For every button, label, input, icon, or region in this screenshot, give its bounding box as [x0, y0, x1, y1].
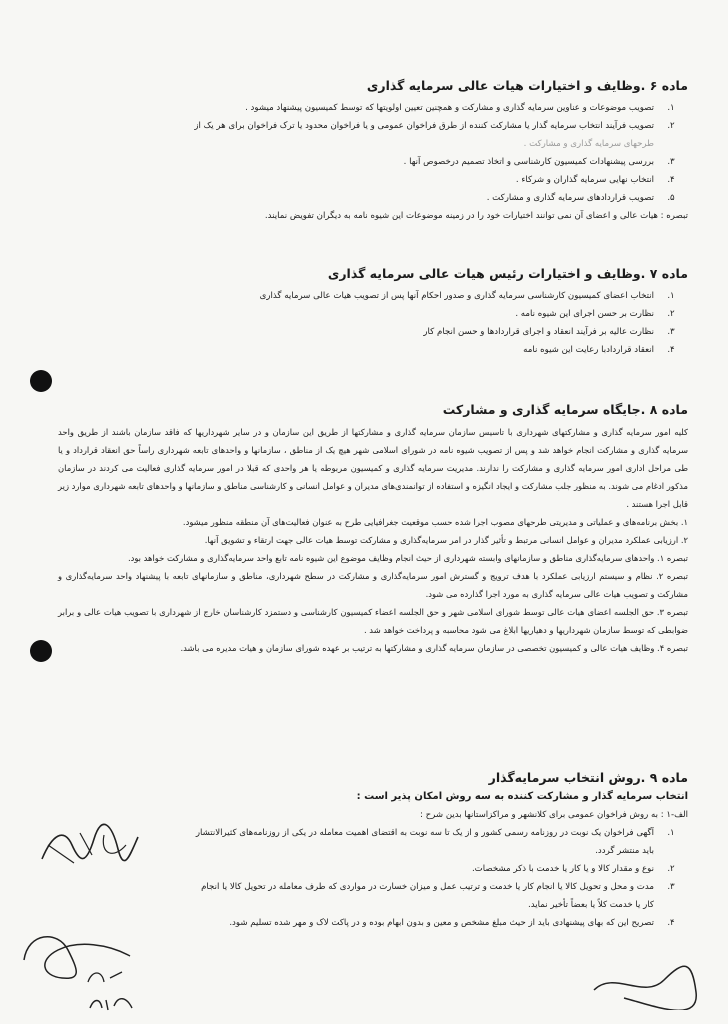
- signature-top-left: [34, 815, 144, 875]
- article-8-note-3: تبصره ۳. حق الجلسه اعضای هیات عالی توسط شورای اسلامی شهر و حق الجلسه اعضاء کمیسیون کارشناسی و دستمزد کارشناسان خارج از شهرداری با تصویب هیات عالی و برابر ضوابطی که توسط سازمان شهرداریها و دهیاریها ابلاغ می شود محاسبه و پرداخت خواهد شد .: [58, 607, 688, 635]
- list-item: ۳. بررسی پیشنهادات کمیسیون کارشناسی و اتخاذ تصمیم درخصوص آنها .: [403, 157, 675, 167]
- article-8-note-2: تبصره ۲. نظام و سیستم ارزیابی عملکرد با هدف ترویج و گسترش امور سرمایه‌گذاری و مشارکت در سطح شهرداری، مناطق و سازمانهای تابعه با پیشنهاد واحد سرمایه‌گذاری و مشارکت و تصویب هیات عالی سرمایه گذاری به مورد اجرا گذارده می شود.: [58, 571, 689, 599]
- punch-hole: [30, 370, 52, 392]
- list-item: ۳. نظارت عالیه بر فرآیند انعقاد و اجرای قراردادها و حسن انجام کار: [423, 327, 675, 337]
- list-item: ۴. تصریح این که بهای پیشنهادی باید از حیث مبلغ مشخص و معین و بدون ابهام بوده و در پاکت لاک و مهر شده تسلیم شود.: [229, 918, 675, 928]
- list-item: ۲. نظارت بر حسن اجرای این شیوه نامه .: [515, 309, 675, 319]
- article-8-note-1: تبصره ۱. واحدهای سرمایه‌گذاری مناطق و سازمانهای وابسته شهرداری از حیث انجام وظایف موضوع این شیوه نامه تابع واحد سرمایه‌گذاری و مشارکت خواهد بود.: [127, 553, 688, 563]
- article-9-alef: الف-۱ : به روش فراخوان عمومی برای کلانشهر و مراکزاستانها بدین شرح :: [419, 810, 688, 820]
- punch-hole: [30, 640, 52, 662]
- article-6-note: تبصره : هیات عالی و اعضای آن نمی توانند اختیارات خود را در زمینه موضوعات این شیوه نامه به دیگران تفویض نمایند.: [264, 211, 688, 221]
- article-8-note-4: تبصره ۴. وظایف هیات عالی و کمیسیون تخصصی در سازمان سرمایه گذاری و مشارکتها به ترتیب بر عهده شورای سازمان و هیات مدیره می باشد.: [180, 643, 688, 653]
- article-6-title: ماده ۶ .وظایف و اختیارات هیات عالی سرمایه گذاری: [366, 78, 688, 93]
- article-8-clause-2: ۲. ارزیابی عملکرد مدیران و عوامل انسانی مرتبط و تأثیر گذار در امر سرمایه‌گذاری و مشارکت توسط هیات عالی جهت ارتقاء و تشویق آنها.: [204, 535, 688, 545]
- article-8-title: ماده ۸ .جایگاه سرمایه گذاری و مشارکت: [442, 402, 688, 417]
- article-8-clause-1: ۱. بخش برنامه‌های و عملیاتی و مدیریتی طرحهای مصوب اجرا شده حسب موقعیت جغرافیایی طرح به عنوان فعالیت‌های آن منطقه منظور میشود.: [182, 517, 688, 527]
- list-item: ۲. تصویب فرآیند انتخاب سرمایه گذار یا مشارکت کننده از طرق فراخوان عمومی و یا فراخوان محدود یا ترک فراخوان برای هر یک از: [194, 121, 675, 131]
- article-7: [58, 266, 688, 359]
- signature-bottom-left: [18, 920, 138, 990]
- article-9: [58, 770, 688, 932]
- list-item: ۳. مدت و محل و تحویل کالا یا انجام کار یا خدمت و ترتیب عمل و میزان خسارت در مواردی که طرف معامله در تحویل کالا یا انجام: [201, 882, 675, 892]
- initials-bottom: [86, 992, 136, 1016]
- list-item: ۱. تصویب موضوعات و عناوین سرمایه گذاری و مشارکت و همچنین تعیین اولویتها که توسط کمیسیون پیشنهاد میشود .: [245, 103, 675, 113]
- list-item: ۴. انعقاد قراردادبا رعایت این شیوه نامه: [523, 345, 675, 355]
- article-8: [58, 402, 688, 657]
- list-item: ۵. تصویب قراردادهای سرمایه گذاری و مشارکت .: [486, 193, 675, 203]
- article-6: [58, 78, 688, 225]
- list-item: ۴. انتخاب نهایی سرمایه گذاران و شرکاء .: [515, 175, 675, 185]
- list-item: طرحهای سرمایه گذاری و مشارکت .: [523, 139, 654, 149]
- list-item: کار یا خدمت کلاً یا بعضاً تأخیر نماید.: [528, 900, 654, 910]
- article-9-subtitle: انتخاب سرمایه گذار و مشارکت کننده به سه روش امکان پذیر است :: [356, 791, 688, 802]
- list-item: ۱. آگهی فراخوان یک نوبت در روزنامه رسمی کشور و از یک تا سه نوبت به اقتضای اهمیت معامله در یکی از روزنامه‌های کثیرالانتشار: [195, 828, 675, 838]
- list-item: ۲. نوع و مقدار کالا و یا کار یا خدمت با ذکر مشخصات.: [471, 864, 675, 874]
- article-8-intro: کلیه امور سرمایه گذاری و مشارکتهای شهرداری با تاسیس سازمان سرمایه گذاری و مشارکتها از طریق این سازمان و در سایر شهرداریها که فاقد سازمان باشند از طریق واحد سرمایه گذاری و مشارکت انجام خواهد شد و پس از تصویب شیوه نامه در شورای اسلامی شهر هیچ یک از مناطق ، سازمانها و واحدهای تابعه شهرداری راساً حق انعقاد قرارداد و یا طی مراحل اداری امور سرمایه گذاری و مشارکت را ندارند. مدیریت سرمایه گذاری و کمیسیون مربوطه یا هر واحدی که قبلا در امور سرمایه گذاری فعالیت می کردند در سازمان مذکور ادغام می شوند. به منظور جلب مشارکت و ایجاد انگیزه و استفاده از توانمندی‌های مدیران و عوامل انسانی و کارشناسی مناطق و سازمانها و واحدهای تابعه شهرداری موارد زیر قابل اجرا هستند .: [58, 427, 688, 509]
- list-item: باید منتشر گردد.: [595, 846, 654, 856]
- article-9-title: ماده ۹ .روش انتخاب سرمایه‌گذار: [488, 770, 688, 785]
- list-item: ۱. انتخاب اعضای کمیسیون کارشناسی سرمایه گذاری و صدور احکام آنها پس از تصویب هیات عالی سرمایه گذاری: [259, 291, 675, 301]
- article-7-title: ماده ۷ .وظایف و اختیارات رئیس هیات عالی سرمایه گذاری: [327, 266, 688, 281]
- signature-bottom-right: [584, 940, 704, 1010]
